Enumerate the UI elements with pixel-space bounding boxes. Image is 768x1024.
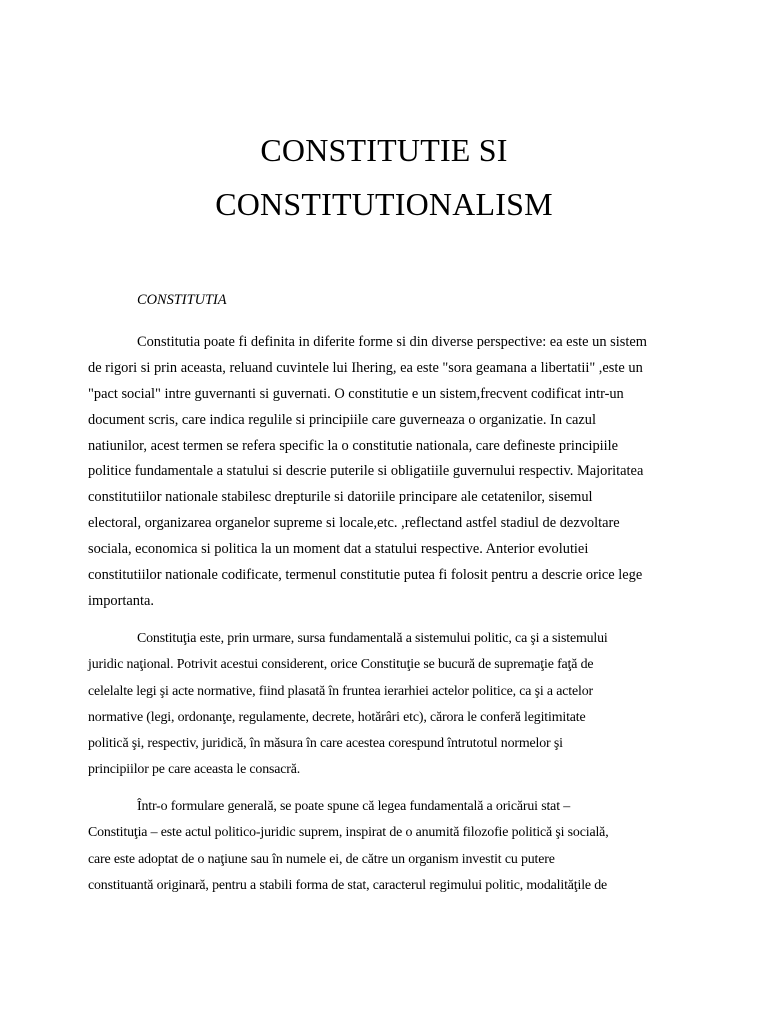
text-line: constitutiilor nationale codificate, termenul constitutie putea fi folosit pentru a descrie orice lege [88,567,643,584]
text-line: Într-o formulare generală, se poate spune că legea fundamentală a oricărui stat – [137,799,571,814]
text-line: Constituţia este, prin urmare, sursa fundamentală a sistemului politic, ca şi a sistemului [137,631,608,646]
text-line: Constituţia – este actul politico-juridic suprem, inspirat de o anumită filozofie politică şi socială, [88,825,609,841]
text-line: sociala, economica si politica la un moment dat a statului respective. Anterior evolutiei [88,541,589,558]
text-line: "pact social" intre guvernanti si guvernati. O constitutie e un sistem,frecvent codificat intr-un [88,385,624,402]
text-line: care este adoptat de o naţiune sau în numele ei, de către un organism investit cu putere [88,851,555,867]
text-line: politică şi, respectiv, juridică, în măsura în care acestea corespund întrutotul normelor şi [88,736,563,752]
page-title-line-2: CONSTITUTIONALISM [215,186,553,222]
text-line: constitutiilor nationale stabilesc drepturile si datoriile principare ale cetatenilor, sisemul [88,489,593,506]
text-line: de rigori si prin aceasta, reluand cuvintele lui Ihering, ea este "sora geamana a libertatii" ,este un [88,359,643,376]
text-line: natiunilor, acest termen se refera specific la o constitutie nationala, care defineste principiile [88,437,619,454]
text-line: document scris, care indica regulile si principiile care guverneaza o organizatie. In cazul [88,411,596,428]
paragraph-3 [88,794,680,899]
paragraph-1 [88,304,680,615]
section-heading: CONSTITUTIA [137,292,227,308]
text-line: constituantă originară, pentru a stabili forma de stat, caracterul regimului politic, modalităţile de [88,877,608,893]
text-line: politice fundamentale a statului si descrie puterile si obligatiile guvernului respectiv. Majoritatea [88,463,644,480]
text-line: electoral, organizarea organelor supreme si locale,etc. ,reflectand astfel stadiul de dezvoltare [88,515,620,532]
text-line: principiilor pe care aceasta le consacră. [88,762,301,778]
text-line: normative (legi, ordonanţe, regulamente, decrete, hotărâri etc), cărora le conferă legitimitate [88,709,586,725]
text-line: celelalte legi şi acte normative, fiind plasată în fruntea ierarhiei actelor politice, ca şi a actelor [88,683,593,699]
text-line: juridic naţional. Potrivit acestui considerent, orice Constituţie se bucură de supremaţie faţă de [88,657,594,673]
text-line: Constitutia poate fi definita in diferite forme si din diverse perspective: ea este un sistem [137,333,647,350]
page-title-line-1: CONSTITUTIE SI [260,132,508,168]
paragraph-2 [88,626,680,784]
text-line: importanta. [88,592,154,609]
